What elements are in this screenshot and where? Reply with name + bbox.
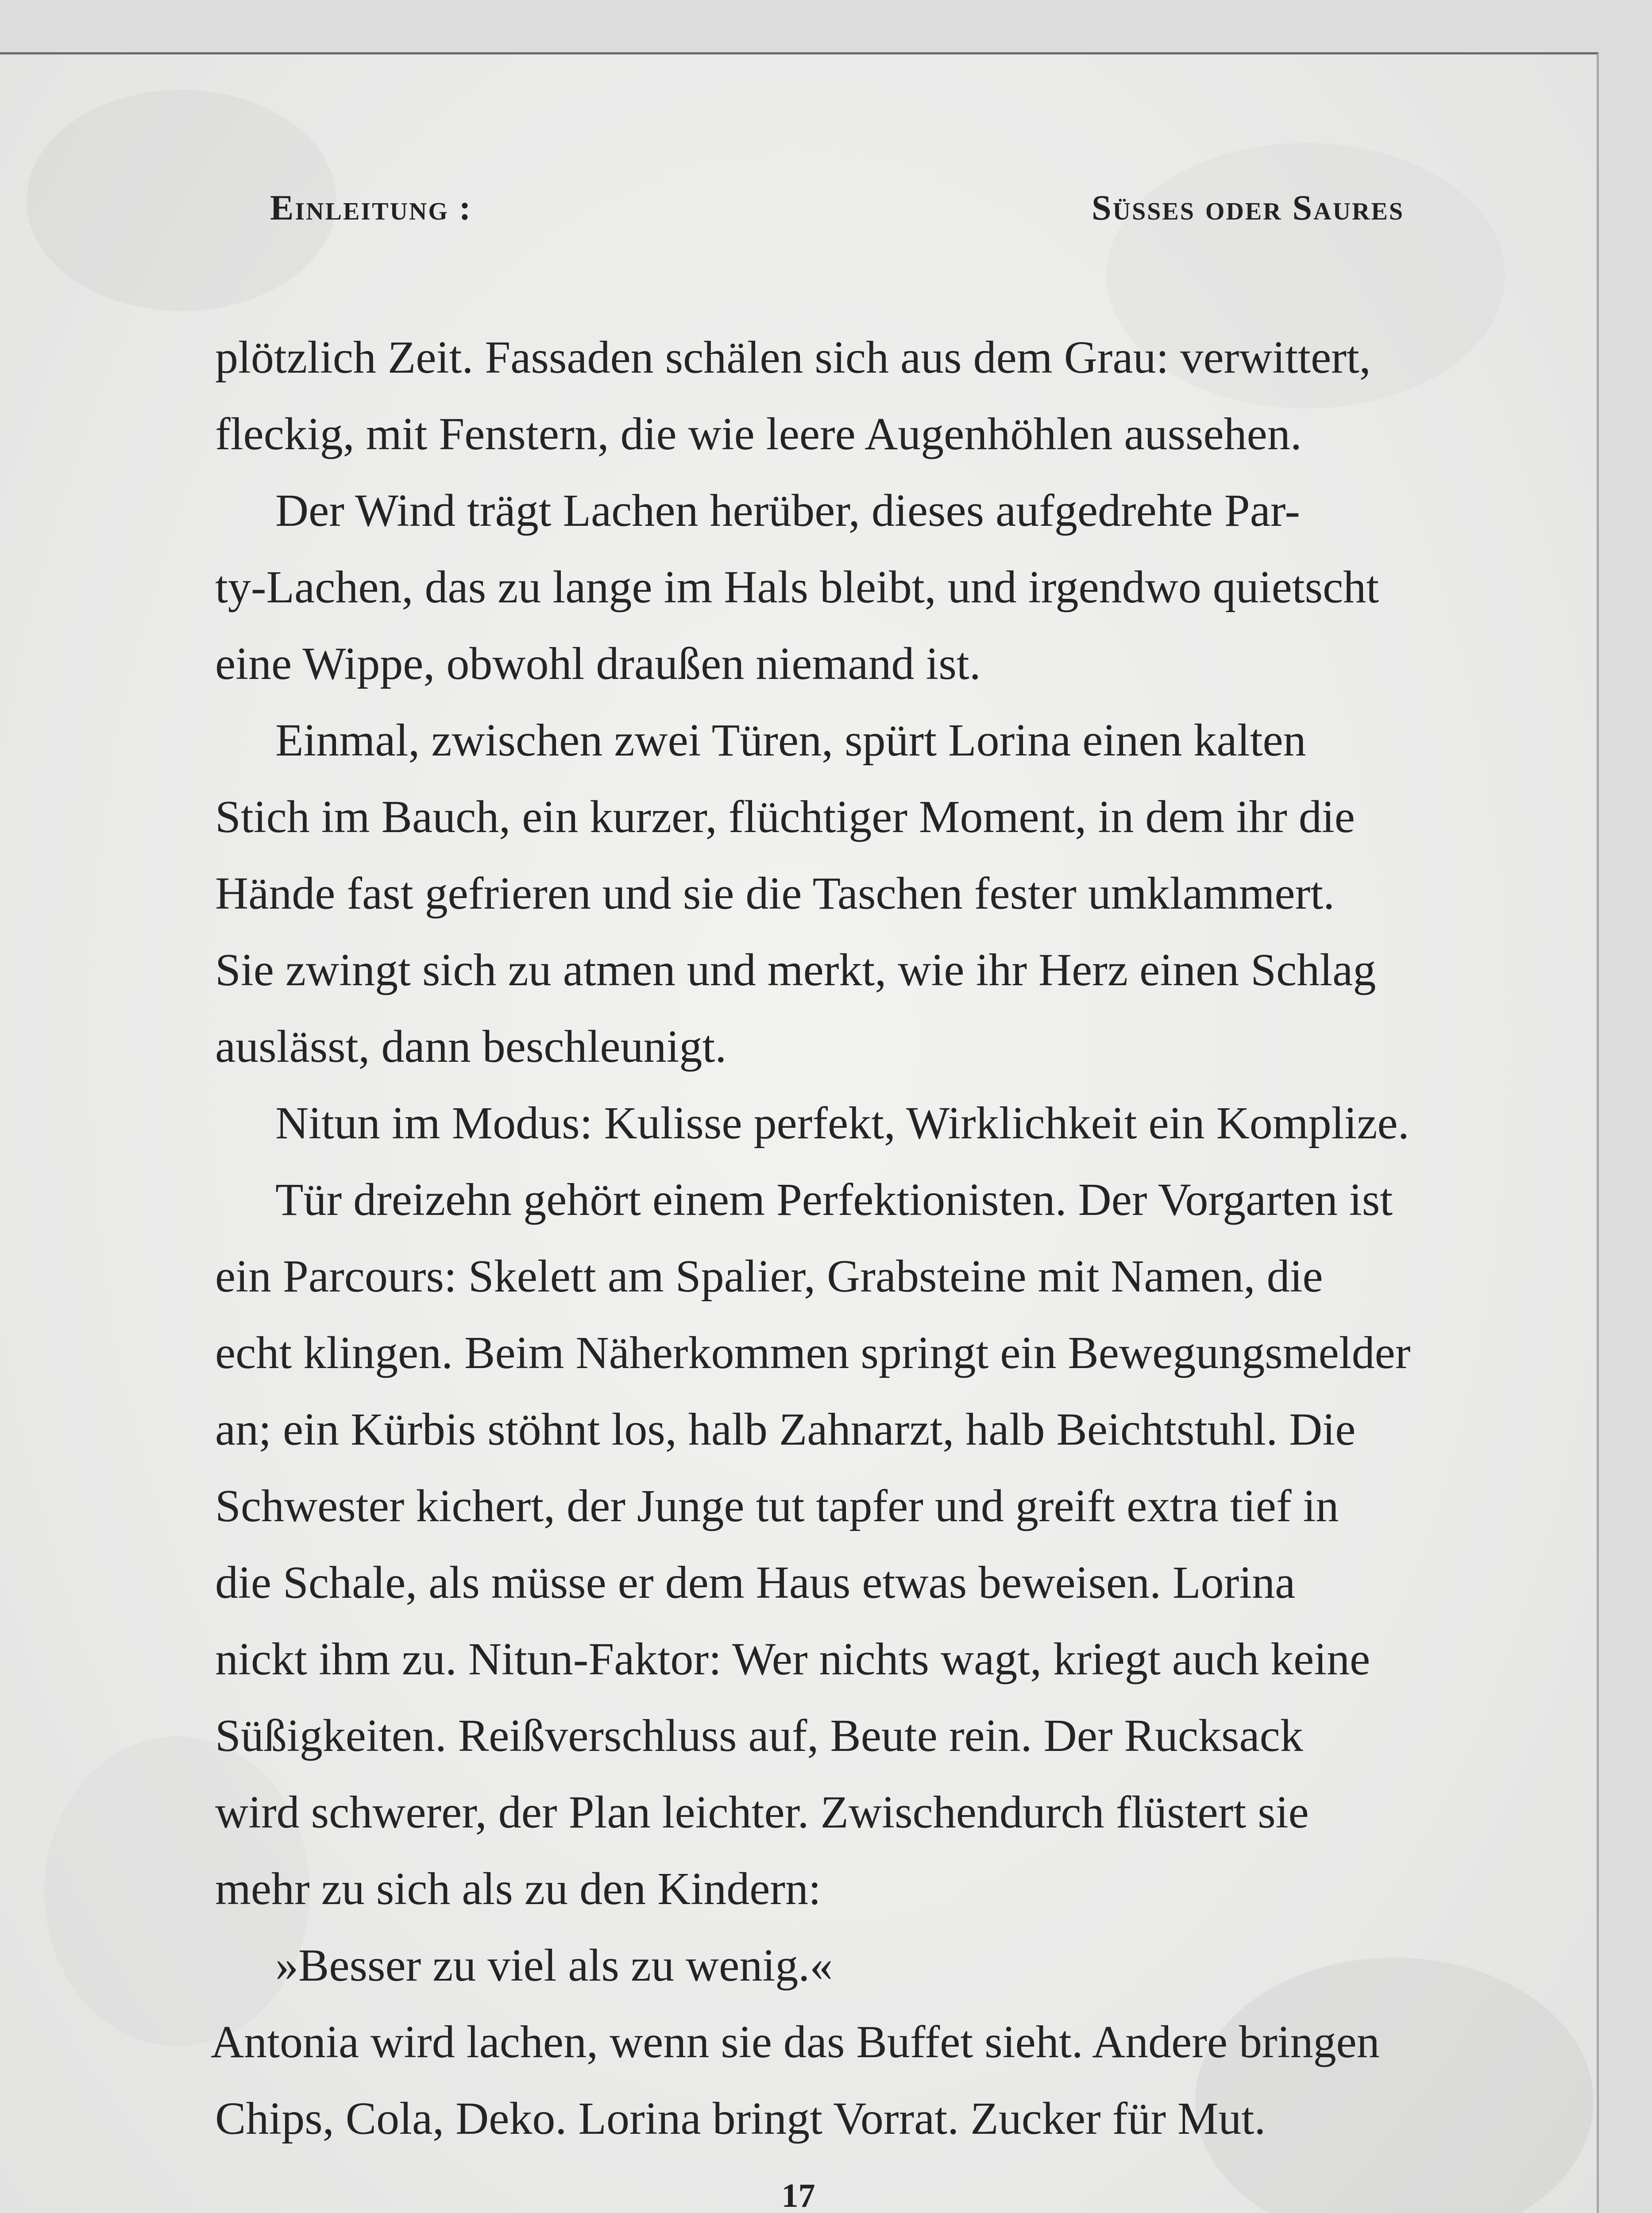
body-text xyxy=(211,319,1486,2157)
text-line: Sie zwingt sich zu atmen und merkt, wie ihr Herz einen Schlag xyxy=(215,945,1376,995)
text-line: ty-Lachen, das zu lange im Hals bleibt, und irgendwo quietscht xyxy=(215,562,1379,613)
page-number: 17 xyxy=(781,2177,815,2213)
text-line: Stich im Bauch, ein kurzer, flüchtiger Moment, in dem ihr die xyxy=(215,791,1355,842)
running-header xyxy=(0,188,1597,241)
chapter-title: Einleitung : xyxy=(270,189,472,227)
text-line: an; ein Kürbis stöhnt los, halb Zahnarzt, halb Beichtstuhl. Die xyxy=(215,1404,1356,1455)
text-line: »Besser zu viel als zu wenig.« xyxy=(275,1940,833,1991)
text-line: ein Parcours: Skelett am Spalier, Grabsteine mit Namen, die xyxy=(215,1251,1323,1302)
text-line: Hände fast gefrieren und sie die Taschen fester umklammert. xyxy=(215,868,1335,919)
text-line: die Schale, als müsse er dem Haus etwas beweisen. Lorina xyxy=(215,1557,1296,1608)
text-line: Einmal, zwischen zwei Türen, spürt Lorina einen kalten xyxy=(275,715,1306,766)
text-line: nickt ihm zu. Nitun-Faktor: Wer nichts wagt, kriegt auch keine xyxy=(215,1634,1370,1685)
text-line: echt klingen. Beim Näherkommen springt ein Bewegungsmelder xyxy=(215,1327,1411,1378)
text-line: Antonia wird lachen, wenn sie das Buffet sieht. Andere bringen xyxy=(211,2016,1380,2067)
text-line: fleckig, mit Fenstern, die wie leere Augenhöhlen aussehen. xyxy=(215,409,1302,459)
book-title: Süsses oder Saures xyxy=(1092,189,1404,227)
text-line: auslässt, dann beschleunigt. xyxy=(215,1021,727,1072)
book-page xyxy=(0,52,1599,2213)
text-line: mehr zu sich als zu den Kindern: xyxy=(215,1863,821,1914)
text-line: Chips, Cola, Deko. Lorina bringt Vorrat. Zucker für Mut. xyxy=(215,2093,1266,2144)
text-line: Nitun im Modus: Kulisse perfekt, Wirklichkeit ein Komplize. xyxy=(275,1098,1409,1149)
text-line: Schwester kichert, der Junge tut tapfer und greift extra tief in xyxy=(215,1480,1339,1531)
text-line: plötzlich Zeit. Fassaden schälen sich aus dem Grau: verwittert, xyxy=(215,332,1371,383)
text-line: eine Wippe, obwohl draußen niemand ist. xyxy=(215,638,981,689)
text-line: Süßigkeiten. Reißverschluss auf, Beute rein. Der Rucksack xyxy=(215,1710,1303,1761)
text-line: Der Wind trägt Lachen herüber, dieses aufgedrehte Par- xyxy=(275,485,1301,536)
text-line: wird schwerer, der Plan leichter. Zwischendurch flüstert sie xyxy=(215,1787,1309,1838)
text-line: Tür dreizehn gehört einem Perfektionisten. Der Vorgarten ist xyxy=(275,1174,1393,1225)
